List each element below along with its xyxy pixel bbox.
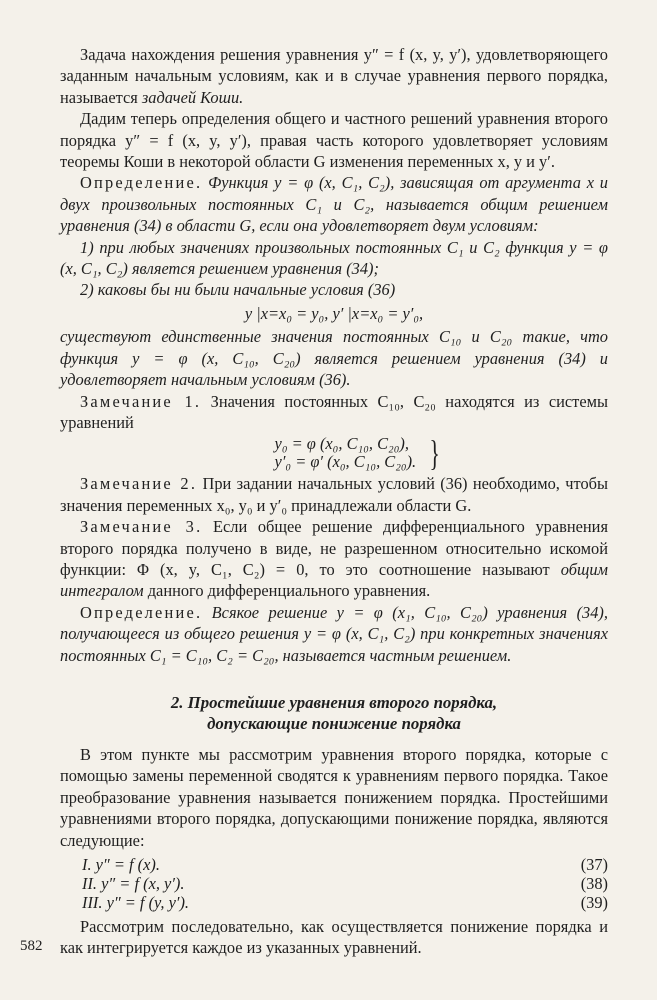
equation-38	[60, 874, 608, 893]
initial-conditions-formula: y |x=x₀ = y₀, y′ |x=x₀ = y′₀,	[244, 303, 424, 323]
definition-general-solution	[60, 172, 608, 236]
heading-line-2: допускающие понижение порядка	[207, 713, 461, 733]
section-heading	[60, 692, 608, 734]
remark-label: Замечание 1.	[80, 391, 202, 411]
equation-number: (38)	[580, 874, 608, 893]
equation-number: (39)	[580, 893, 608, 912]
system-brace: }	[429, 433, 440, 474]
equation-text: II. y″ = f (x, y′).	[82, 874, 185, 893]
equation-number: (37)	[580, 855, 608, 874]
remark-2	[60, 473, 608, 516]
remark-text: Если общее решение дифференциального уравнения второго порядка получено в виде, не разрешенном относительно искомой функции: Φ (x, y, C₁, C₂) = 0, то это соотношение называют	[60, 517, 608, 579]
definition-label: Определение.	[80, 602, 203, 622]
heading-line-1: 2. Простейшие уравнения второго порядка,	[170, 692, 498, 712]
condition-1: 1) при любых значениях произвольных постоянных C₁ и C₂ функция y = φ (x, C₁, C₂) является решением уравнения (34);	[60, 237, 608, 279]
term-cauchy-problem: задачей Коши.	[141, 87, 244, 107]
paragraph-cauchy-problem	[60, 44, 608, 108]
page-body	[60, 44, 608, 959]
definition-particular-solution	[60, 602, 608, 666]
equation-text: I. y″ = f (x).	[82, 855, 160, 874]
remark-text-end: данного дифференциального уравнения.	[143, 581, 431, 601]
system-line-1: y₀ = φ (x₀, C₁₀, C₂₀),	[274, 434, 409, 454]
paragraph-definitions-intro: Дадим теперь определения общего и частного решений уравнения второго порядка y″ = f (x, y, y′), правая часть которого удовлетворяет условиям теоремы Коши в некоторой области G изменения переменных x, y и y′.	[60, 109, 608, 172]
equation-system	[60, 433, 608, 474]
equation-text: III. y″ = f (y, y′).	[82, 893, 190, 912]
page-number: 582	[20, 938, 43, 954]
definition-text: Функция y = φ (x, C₁, C₂), зависящая от аргумента x и двух произвольных постоянных C₁ и C₂, называется общим решением уравнения (34) в области G, если она удовлетворяет двум условиям:	[60, 173, 608, 236]
equation-39	[60, 893, 608, 912]
remark-3	[60, 516, 608, 602]
remark-text: При задании начальных условий (36) необходимо, чтобы значения переменных x₀, y₀ и y′₀ принадлежали области G.	[60, 474, 608, 515]
equation-37	[60, 855, 608, 874]
term-general-integral: общим интегралом	[60, 559, 608, 601]
remark-text: Значения постоянных C₁₀, C₂₀ находятся из системы уравнений	[60, 391, 608, 432]
definition-label: Определение.	[80, 173, 203, 193]
paragraph-closing: Рассмотрим последовательно, как осуществляется понижение порядка и как интегрируется каждое из указанных уравнений.	[60, 917, 608, 958]
remark-label: Замечание 3.	[80, 517, 203, 537]
definition-text: Всякое решение y = φ (x₁, C₁₀, C₂₀) уравнения (34), получающееся из общего решения y = φ (x, C₁, C₂) при конкретных значениях постоянных C₁ = C₁₀, C₂ = C₂₀, называется частным решением.	[60, 602, 608, 665]
paragraph-text: Задача нахождения решения уравнения y″ = f (x, y, y′), удовлетворяющего заданным начальным условиям, как и в случае уравнения первого порядка, называется	[60, 45, 608, 107]
system-lines	[225, 435, 417, 471]
system-line-2: y′₀ = φ′ (x₀, C₁₀, C₂₀).	[274, 452, 417, 472]
remark-label: Замечание 2.	[80, 474, 198, 494]
paragraph-unique-constants: существуют единственные значения постоянных C₁₀ и C₂₀ такие, что функция y = φ (x, C₁₀, C₂₀) является решением уравнения (34) и удовлетворяет начальным условиям (36).	[60, 327, 608, 390]
equation-list	[60, 855, 608, 912]
condition-2: 2) каковы бы ни были начальные условия (36)	[80, 280, 396, 300]
paragraph-order-reduction: В этом пункте мы рассмотрим уравнения второго порядка, которые с помощью замены переменной сводятся к уравнениям первого порядка. Такое преобразование уравнения называется понижением порядка. Простейшими уравнениями второго порядка, допускающими понижение порядка, являются следующие:	[60, 744, 608, 850]
remark-1	[60, 391, 608, 434]
